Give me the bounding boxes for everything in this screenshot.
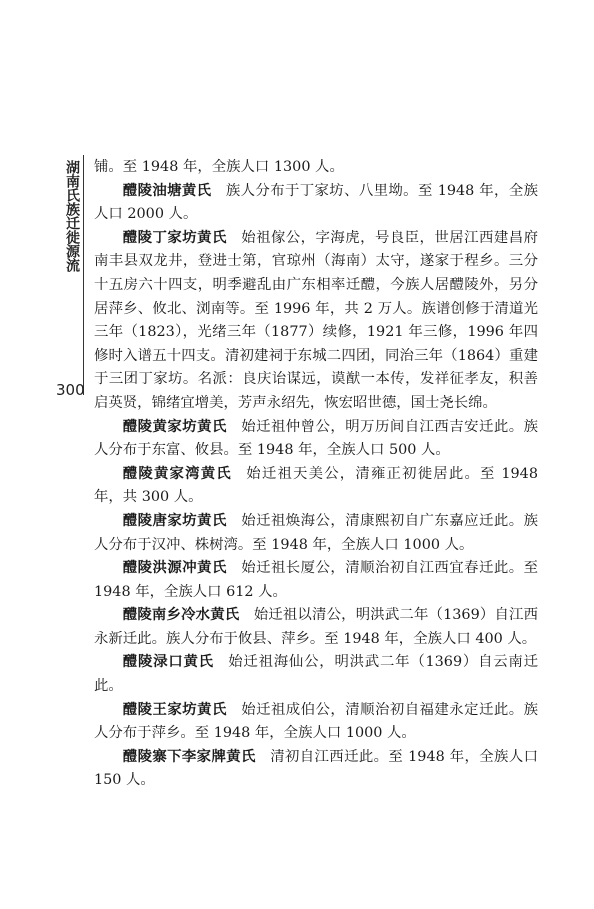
clan-heading: 醴陵寨下李家牌黄氏 bbox=[122, 748, 256, 765]
clan-heading: 醴陵渌口黄氏 bbox=[122, 654, 214, 671]
clan-entry bbox=[94, 557, 538, 604]
clan-heading: 醴陵丁家坊黄氏 bbox=[122, 229, 227, 246]
clan-text: 始迁祖海仙公，明洪武二年（1369）自云南迁此。 bbox=[94, 654, 538, 695]
page-number: 300 bbox=[56, 381, 85, 399]
clan-entry bbox=[94, 180, 538, 227]
page-body bbox=[94, 156, 538, 793]
clan-entry bbox=[94, 510, 538, 557]
clan-heading: 醴陵油塘黄氏 bbox=[122, 182, 212, 199]
clan-heading: 醴陵黄家湾黄氏 bbox=[122, 465, 232, 482]
clan-heading: 醴陵南乡冷水黄氏 bbox=[122, 607, 240, 624]
margin-divider bbox=[83, 155, 84, 395]
clan-entry bbox=[94, 651, 538, 698]
clan-entry bbox=[94, 227, 538, 416]
clan-text: 始迁祖长厦公，清顺治初自江西宜春迁此。至 1948 年，全族人口 612 人。 bbox=[94, 560, 538, 600]
clan-entry bbox=[94, 746, 538, 793]
clan-heading: 醴陵黄家坊黄氏 bbox=[122, 418, 227, 435]
paragraph-text: 铺。至 1948 年，全族人口 1300 人。 bbox=[94, 159, 344, 175]
paragraph-continuation bbox=[94, 156, 538, 180]
clan-text: 始迁祖天美公，清雍正初徙居此。至 1948 年，共 300 人。 bbox=[94, 465, 538, 506]
clan-text: 族人分布于丁家坊、八里坳。至 1948 年，全族人口 2000 人。 bbox=[94, 182, 538, 223]
clan-heading: 醴陵洪源冲黄氏 bbox=[122, 560, 227, 577]
clan-entry bbox=[94, 699, 538, 746]
book-title: 湖南氏族迁徙源流 bbox=[64, 160, 80, 272]
clan-entry bbox=[94, 604, 538, 651]
clan-text: 始祖傢公，字海虎，号良臣，世居江西建昌府南丰县双龙井，登进士第，官琼州（海南）太守，遂家于程乡。三分十五房六十四支，明季避乱由广东相率迁醴，今族人居醴陵外，另分居萍乡、攸北、浏南等。至 1996 年，共 2 万人。族谱创修于清道光三年（1823），光绪三年（1877）续修，1921 年三修，1996 年四修时入谱五十四支。清初建祠于东城二四团，同治三年（1864）重建于三团丁家坊。名派：良庆诒谋远，谟猷一本传，发祥征孝友，积善启英贤，锦绪宜增美，芳声永绍先，恢宏昭世德，国士尧长绵。 bbox=[94, 229, 538, 411]
clan-text: 始迁祖仲曾公，明万历间自江西吉安迁此。族人分布于东富、攸县。至 1948 年，全族人口 500 人。 bbox=[94, 418, 538, 459]
clan-entry bbox=[94, 416, 538, 463]
clan-text: 始迁祖焕海公，清康熙初自广东嘉应迁此。族人分布于汉冲、株树湾。至 1948 年，全族人口 1000 人。 bbox=[94, 512, 538, 553]
clan-text: 清初自江西迁此。至 1948 年，全族人口 150 人。 bbox=[94, 748, 538, 789]
clan-text: 始迁祖以清公，明洪武二年（1369）自江西永新迁此。族人分布于攸县、萍乡。至 1948 年，全族人口 400 人。 bbox=[94, 607, 538, 647]
clan-text: 始迁祖成伯公，清顺治初自福建永定迁此。族人分布于萍乡。至 1948 年，全族人口 1000 人。 bbox=[94, 701, 538, 742]
clan-heading: 醴陵唐家坊黄氏 bbox=[122, 512, 227, 529]
clan-entry bbox=[94, 463, 538, 510]
clan-heading: 醴陵王家坊黄氏 bbox=[122, 701, 227, 718]
